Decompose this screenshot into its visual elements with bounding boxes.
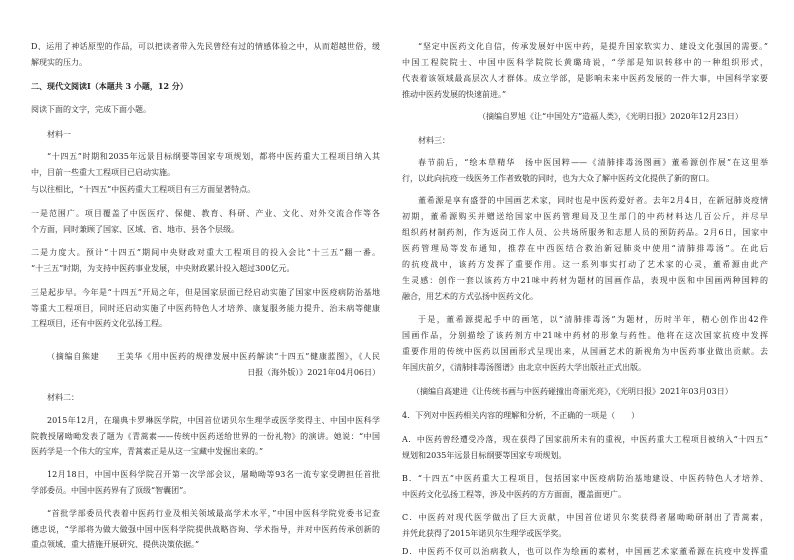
material-3-source bbox=[402, 384, 768, 400]
material-2-paragraph bbox=[402, 39, 768, 103]
question-3-option-d bbox=[31, 39, 380, 70]
text-line: C．中医药对现代医学做出了巨大贡献，中国首位诺贝尔奖获得者屠呦呦研制出了青蒿素， bbox=[402, 513, 768, 522]
text-line: 重要作用的传统中医药以国画形式呈现出来，从国画艺术的新视角为中医药事业做出贡献。去 bbox=[402, 347, 768, 356]
text-line: 二是力度大。预计“十四五”期间中央财政对重大工程项目的投入会比“十三五”翻一番。 bbox=[31, 248, 380, 257]
text-line: 推动中医药发展的快速前进。” bbox=[402, 90, 507, 99]
text-line: “首批学部委员代表着中医药行业及相关领域最高学术水平，”中国中医科学院党委书记查 bbox=[47, 509, 380, 518]
question-4-option-b bbox=[402, 471, 768, 503]
question-4-option-c bbox=[402, 510, 768, 542]
text-line: 医药管理局等发布通知，推荐在中西医结合救治新冠肺炎中使用“清肺排毒汤”。在此后 bbox=[402, 244, 768, 253]
reading-instruction bbox=[31, 102, 380, 118]
material-2-paragraph bbox=[31, 467, 380, 498]
material-1-paragraph bbox=[31, 206, 380, 237]
material-1-paragraph bbox=[31, 245, 380, 276]
text-line: B．“十四五”中医药重大工程项目，包括国家中医疫病防治基地建设、中医药特色人才培养、 bbox=[402, 474, 768, 483]
material-1-label bbox=[31, 127, 380, 143]
text-line: “坚定中医药文化自信，传承发展好中医中药，是提升国家软实力、建设文化强国的需要。” bbox=[418, 42, 768, 51]
text-line: 院教授屠呦呦发表了题为《青蒿素——传统中医药送给世界的一份礼物》的演讲。她说：“中国 bbox=[31, 431, 380, 441]
text-line: 年国庆前夕，《清肺排毒汤图谱》由北京中医药大学出版社正式出版。 bbox=[402, 363, 646, 372]
text-line: 董希源是享有盛誉的中国画艺术家，同时也是中医药爱好者。去年2月4日，在新冠肺炎疫情 bbox=[418, 196, 768, 205]
text-line: 一是范围广。项目覆盖了中医医疗、保健、教育、科研、产业、文化、对外交流合作等各 bbox=[31, 209, 380, 218]
material-2-paragraph bbox=[31, 506, 380, 553]
text-line: 的抗疫战中，该药方发挥了重要作用。这一系列事实打动了艺术家的心灵，董希源由此产 bbox=[402, 260, 768, 269]
material-label: 材料二： bbox=[47, 393, 79, 402]
text-line: 重点领域、重大措施开展研究、提供决策依据。” bbox=[31, 540, 200, 550]
material-3-paragraph bbox=[402, 312, 768, 376]
text-line: 三是起步早。今年是“十四五”开局之年，但是国家层面已经启动实施了国家中医疫病防治基地 bbox=[31, 288, 380, 297]
text-line: D．中医药不仅可以治病救人，也可以作为绘画的素材，中国画艺术家董希源在抗疫中发挥重 bbox=[402, 547, 768, 556]
material-1-source bbox=[31, 349, 380, 380]
material-1-paragraph bbox=[31, 149, 380, 180]
text-line: A．中医药曾经遭受冷落，现在获得了国家前所未有的重视，中医药重大工程项目被纳入“十四五” bbox=[402, 435, 768, 444]
text-line: 工程项目，还有中医药文化弘扬工程。 bbox=[31, 319, 167, 329]
question-stem: 4．下列对中医药相关内容的理解和分析，不正确的一项是（ ） bbox=[402, 411, 640, 420]
question-4-option-d bbox=[402, 544, 768, 559]
material-label: 材料三： bbox=[418, 136, 450, 145]
material-3-paragraph bbox=[402, 193, 768, 305]
text-line: 中医药文化弘扬工程等，涉及中医药的方方面面，覆盖面更广。 bbox=[402, 490, 626, 499]
section-heading bbox=[31, 79, 380, 95]
text-line: 代表着该领域最高层次人才群体。成立学部，是影响未来中医药发展的一件大事，中国科学家要 bbox=[402, 74, 768, 83]
text-line: 个方面，同时兼顾了国家、区域、省、地市、县各个层级。 bbox=[31, 224, 239, 234]
source-line: （摘编自高建进《让传统书画与中医药碰撞出奇丽光亮》，《光明日报》2021年03月03日） bbox=[412, 387, 733, 396]
text-line: 德忠说，“学部将为做大做强中国中医科学院提供战略咨询、学术指导，并对中医药传承创新的 bbox=[31, 524, 380, 534]
material-3-paragraph bbox=[402, 155, 768, 187]
text-line: 生灵感：创作一套以该药方中21味中药材为题材的国画作品，表现中医和中国画两种国粹的 bbox=[402, 276, 768, 285]
text-line: 组织药材制药剂，作为返岗工作人员、公共场所服务和志愿人员的预防药品。2月6日，国家中 bbox=[402, 228, 768, 237]
source-line: （摘编自熊建 王美华《用中医药的规律发展中医药解读“十四五”健康蓝图》，《人民 bbox=[47, 352, 380, 361]
material-1-paragraph bbox=[31, 182, 380, 198]
material-2-paragraph bbox=[31, 413, 380, 460]
text-line: 12月18日，中国中医科学院召开第一次学部会议，屠呦呦等93名一流专家受聘担任首批 bbox=[47, 470, 380, 479]
text-line: 行，以此向抗疫一线医务工作者致敬的同时，也为大众了解中医药文化提供了新的窗口。 bbox=[402, 174, 714, 183]
material-label: 材料一 bbox=[47, 130, 71, 139]
text-line: 于是，董希源提起手中的画笔，以“清肺排毒汤”为题材，历时半年，精心创作出42件 bbox=[418, 315, 768, 324]
text-line: 中国工程院院士、中国中医科学院院长黄璐琦说，“学部是知识转移中的一种组织形式， bbox=[402, 58, 768, 67]
text-line: 并凭此获得了2015年诺贝尔生理学或医学奖。 bbox=[402, 529, 567, 538]
source-line: 日报（海外版）》2021年04月06日） bbox=[247, 367, 380, 377]
text-line: 规划和2035年远景目标纲要等国家专项规划。 bbox=[402, 451, 567, 460]
text-line: “十四五”时期和2035年远景目标纲要等国家专项规划，都将中医药重大工程项目纳入其 bbox=[47, 152, 380, 161]
text-line: 融合，用艺术的方式弘扬中医药文化。 bbox=[402, 292, 538, 301]
source-line: （摘编自罗旭《让“中国处方”造福人类》，《光明日报》2020年12月23日） bbox=[478, 112, 743, 121]
section-heading-text: 二、现代文阅读Ⅰ（本题共 3 小题，12 分） bbox=[31, 81, 188, 91]
text-line: 等重大工程项目，同时还启动实施了中医药特色人才培养、康复服务能力提升、治未病等健康 bbox=[31, 303, 380, 313]
material-3-label bbox=[402, 133, 768, 149]
text-line: 国画作品，分别描绘了该药剂方中21味中药材的形象与药性。他将在这次国家抗疫中发挥 bbox=[402, 331, 768, 340]
material-2-label bbox=[31, 390, 380, 406]
text-line: 医药学是一个伟大的宝库，青蒿素正是从这一宝藏中发掘出来的。” bbox=[31, 447, 264, 457]
text-line: 初期，董希源购买并赠送给国家中医药管理局及卫生部门的中药材料达几百公斤，并尽早 bbox=[402, 212, 768, 221]
text-line: 解现实的压力。 bbox=[31, 57, 87, 67]
text-line: “十三五”时期，为支持中医药事业发展，中央财政累计投入超过300亿元。 bbox=[31, 263, 295, 273]
text-line: 中，目前一些重大工程项目已启动实施。 bbox=[31, 167, 175, 177]
text-line: 春节前后，“绘本草精华 扬中医国粹——《清肺排毒汤图画》董希源创作展”在这里举 bbox=[418, 158, 768, 167]
question-4-option-a bbox=[402, 432, 768, 464]
text-line: 2015年12月，在瑞典卡罗琳医学院，中国首位诺贝尔生理学或医学奖得主、中国中医科学 bbox=[47, 416, 380, 425]
material-2-source bbox=[478, 109, 768, 125]
question-4-stem bbox=[402, 408, 768, 424]
instruction-text: 阅读下面的文字，完成下面小题。 bbox=[31, 105, 151, 114]
text-line: 与以往相比，“十四五”中医药重大工程项目有三方面显著特点。 bbox=[31, 185, 256, 194]
text-line: D、运用了神话原型的作品，可以把读者带入先民曾经有过的情感体验之中，从而超越世俗，缓 bbox=[31, 42, 380, 51]
material-1-paragraph bbox=[31, 285, 380, 332]
text-line: 学部委员。中国中医药界有了顶级“智囊团”。 bbox=[31, 485, 192, 495]
